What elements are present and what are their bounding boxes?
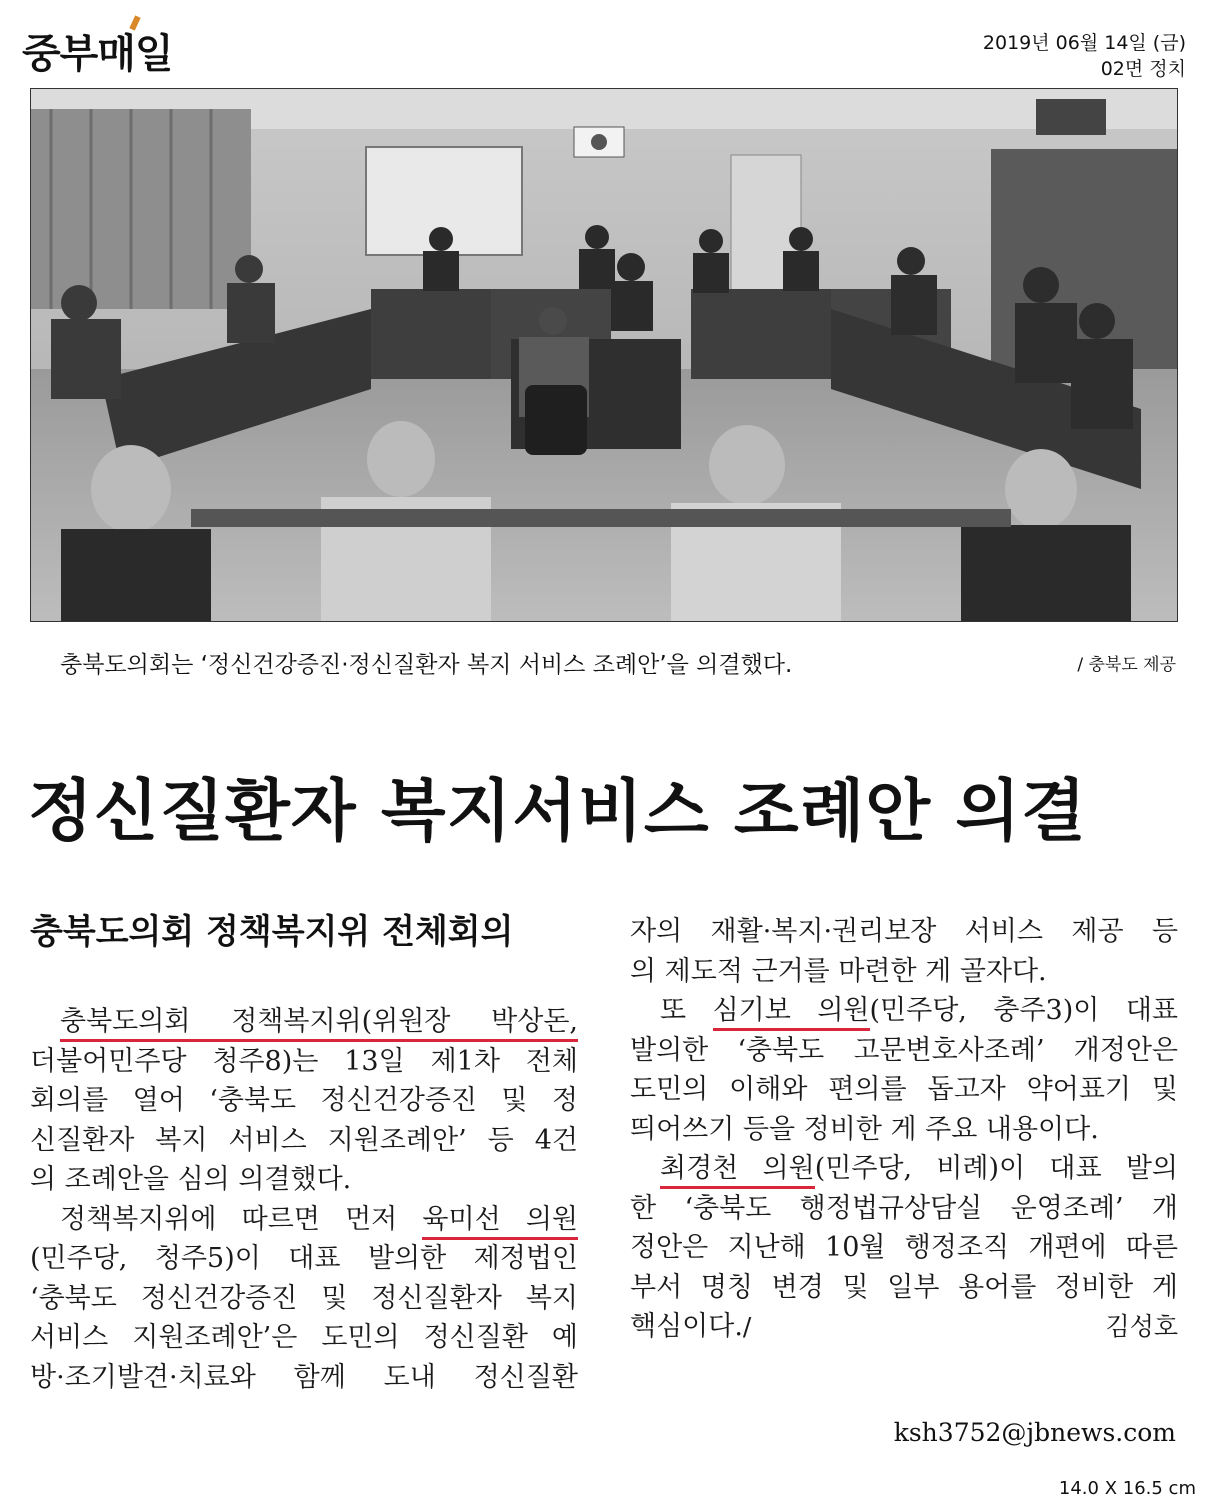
reporter-email: ksh3752@jbnews.com (893, 1418, 1176, 1447)
clipping-size: 14.0 X 16.5 cm (1058, 1478, 1196, 1499)
body-line: 더불어민주당 청주8)는 13일 제1차 전체 (30, 1045, 578, 1077)
body-line-with-byline: 핵심이다./ 김성호 (630, 1311, 1178, 1342)
body-line (30, 1002, 578, 1042)
body-line: 서비스 지원조례안’은 도민의 정신질환 예 (30, 1322, 578, 1353)
body-line: 방·조기발견·치료와 함께 도내 정신질환 (30, 1361, 578, 1393)
body-line: 부서 명칭 변경 및 일부 용어를 정비한 게 (630, 1271, 1178, 1303)
underlined-member-name: 심기보 의원 (713, 995, 870, 1031)
body-line: 의 조례안을 심의 의결했다. (30, 1164, 352, 1195)
meeting-photo-illustration (31, 89, 1178, 622)
body-line: 정안은 지난해 10월 행정조직 개편에 따른 (630, 1232, 1178, 1263)
body-line: 최경천 의원(민주당, 비례)이 대표 발의 (630, 1149, 1178, 1189)
body-line: 도민의 이해와 편의를 돕고자 약어표기 및 (630, 1074, 1178, 1105)
page-section: 02면 정치 (1100, 58, 1186, 80)
publication-info (983, 30, 1186, 82)
underlined-member-name: 최경천 의원 (660, 1153, 815, 1189)
body-line: 한 ‘충북도 행정법규상담실 운영조례’ 개 (630, 1192, 1178, 1224)
body-line: 의 제도적 근거를 마련한 게 골자다. (630, 955, 1047, 987)
underlined-committee-name: 충북도의회 정책복지위(위원장 박상돈, (60, 1006, 578, 1042)
article-body-right-column (630, 912, 1178, 1347)
body-line: 정책복지위에 따르면 먼저 육미선 의원 (30, 1200, 578, 1240)
logo-accent-mark (129, 15, 140, 30)
body-line: 띄어쓰기 등을 정비한 게 주요 내용이다. (630, 1113, 1099, 1145)
body-line: 또 심기보 의원(민주당, 충주3)이 대표 (630, 991, 1178, 1031)
body-line: 자의 재활·복지·권리보장 서비스 제공 등 (630, 916, 1178, 947)
body-line: (민주당, 청주5)이 대표 발의한 제정법인 (30, 1243, 578, 1274)
underlined-member-name: 육미선 의원 (422, 1204, 578, 1240)
article-headline: 정신질환자 복지서비스 조례안 의결 (28, 772, 1087, 850)
body-line: 신질환자 복지 서비스 지원조례안’ 등 4건 (30, 1124, 578, 1156)
body-line: ‘충북도 정신건강증진 및 정신질환자 복지 (30, 1282, 578, 1314)
photo-credit: / 충북도 제공 (1077, 655, 1176, 675)
byline: / 김성호 (742, 1312, 1178, 1341)
article-body-left-column (30, 1002, 578, 1397)
meeting-photo (30, 88, 1178, 622)
newspaper-logo: 중부매일 (22, 22, 173, 79)
publication-date: 2019년 06월 14일 (금) (982, 32, 1186, 54)
body-line: 회의를 열어 ‘충북도 정신건강증진 및 정 (30, 1085, 578, 1116)
photo-caption: 충북도의회는 ‘정신건강증진·정신질환자 복지 서비스 조례안’을 의결했다. (60, 652, 793, 678)
article-subhead: 충북도의회 정책복지위 전체회의 (30, 912, 514, 952)
body-line: 발의한 ‘충북도 고문변호사조례’ 개정안은 (630, 1034, 1178, 1066)
